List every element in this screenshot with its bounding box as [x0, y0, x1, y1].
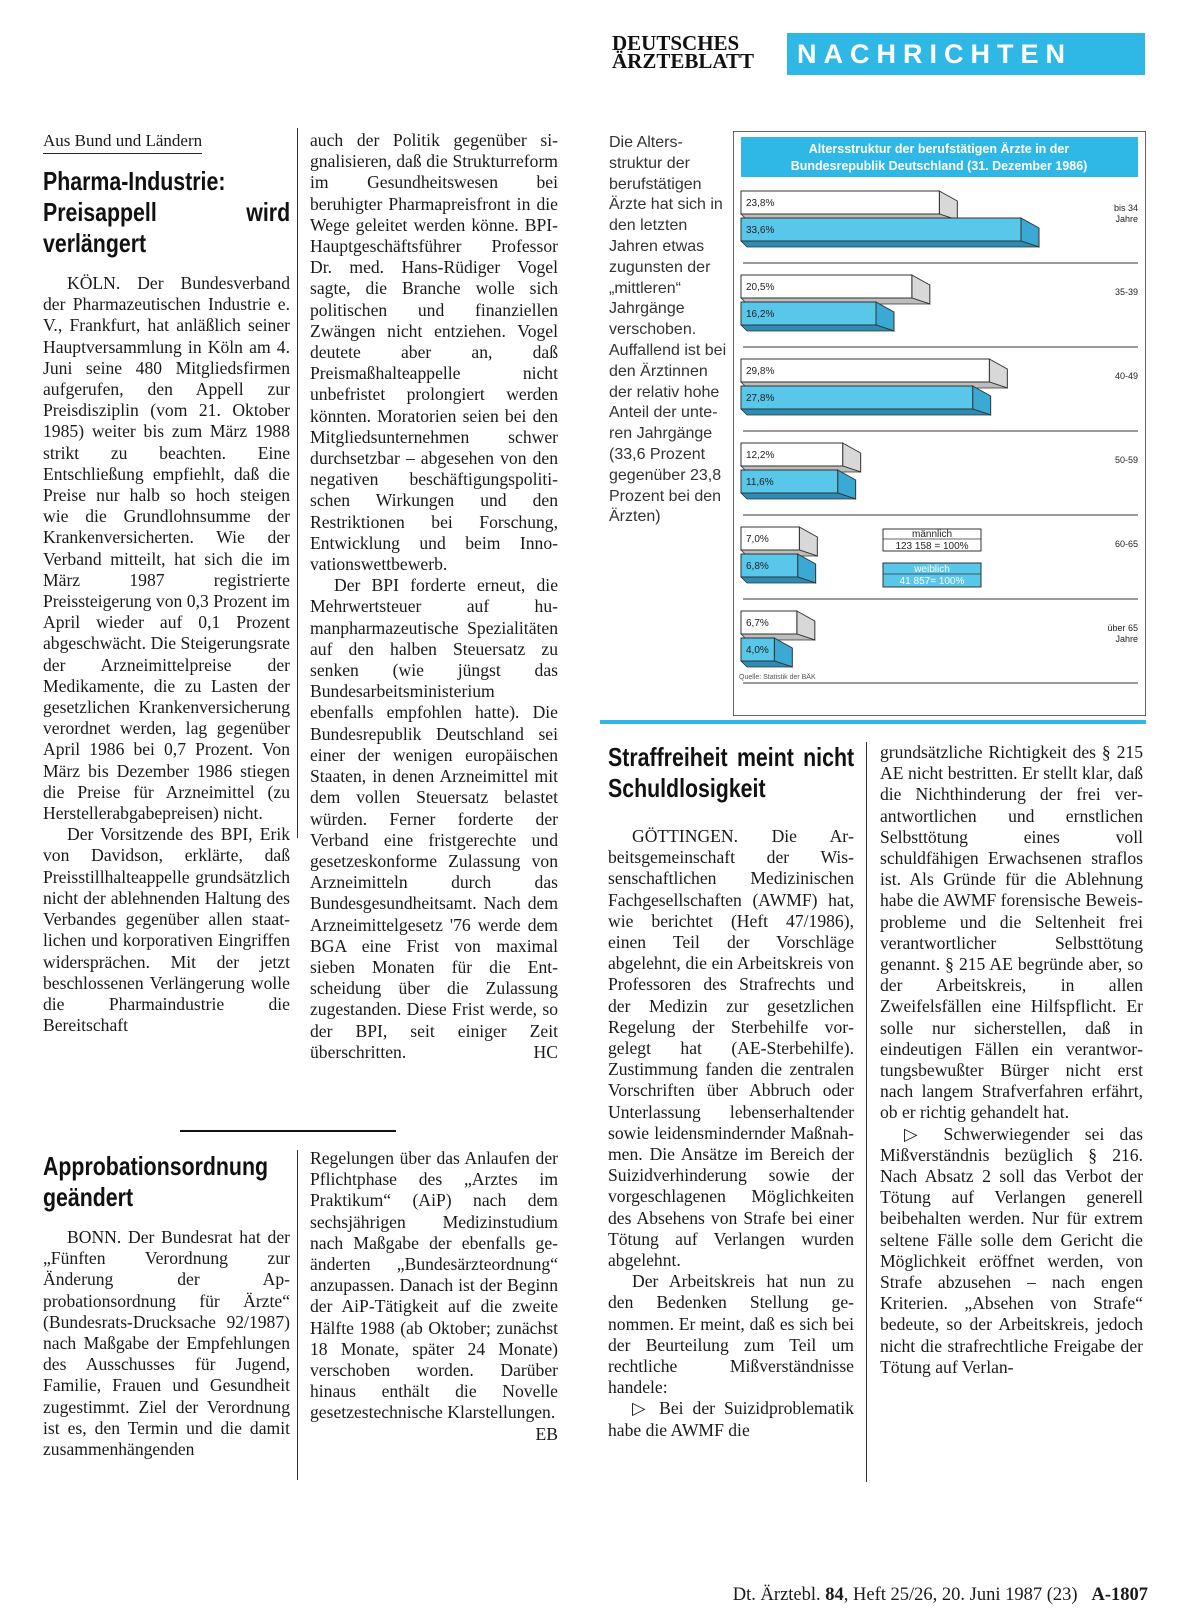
category-label: bis 34 [1113, 203, 1138, 213]
article1-column-2 [310, 130, 558, 1063]
article-separator [180, 1130, 396, 1132]
article3-column-1 [608, 742, 854, 1441]
chart-caption [609, 133, 727, 528]
category-label: über 65 [1107, 623, 1138, 633]
legend-male [883, 529, 981, 552]
bar-underside [741, 241, 1039, 247]
signature: HC [533, 1041, 558, 1062]
article2-paragraph: BONN. Der Bundesrat hat der „Fünften Verordnung zur Änderung der Approbationsordnung für Ärzte“ (Bundesrats-Drucksache 92/1987) nach Maßgabe der Empfehlungen des Ausschusses für Jugend, Familie, Frauen und Gesundheit zugestimmt. Ziel der Verordnung ist es, den Termin und die damit zusammenhängenden [43, 1227, 290, 1460]
age-structure-chart [733, 131, 1146, 716]
article1-paragraph [310, 575, 558, 1063]
bar-underside [741, 493, 856, 499]
article1-paragraph: auch der Politik gegenüber signalisieren, daß die Strukturreform im Gesundheitswesen bei beruhigter Pharmapreisfront in die Wege geleitet werden könne. BPI-Hauptgeschäftsführer Professor Dr. med. Hans-Rüdiger Vogel sagte, die Branche wolle sich politischen und finanziellen Zwängen nicht entziehen. Vogel deutete aber an, daß Preismaßhalteappelle nicht unbefristet prolongiert werden könnten. Moratorien seien bei den Mitgliedsunternehmen schwer durchsetzbar – abgesehen von den negativen beschäftigungspolitischen Wirkungen und den Restriktionen bei Forschung, Entwicklung und beim Innovationswettbewerb. [310, 130, 558, 575]
article1-column-1 [43, 130, 290, 1036]
chart-bottom-rule [600, 720, 1146, 724]
bar-value-label: 6,8% [746, 561, 769, 572]
footer-page: A-1807 [1091, 1585, 1148, 1605]
article1-last-text: Der BPI forderte erneut, die Mehrwertsteuer auf humanpharmazeutische Spezialitäten auf den halben Steuersatz zu senken (wie jüngst das Bundesarbeitsministerium ebenfalls empfohlen hatte). Die Bundesrepublik Deutschland sei einer der wenigen europäischen Staaten, in denen Arzneimittel mit dem vollen Steuersatz belastet würden. Ferner forderte der Verband eine fristgerechte und gesetzeskonforme Zulassung von Arzneimitteln durch das Bundesgesundheitsamt. Nach dem Arzneimittelgesetz '76 werde dem BGA eine Frist von maximal sieben Monaten für die Entscheidung über die Zulassung zugestanden. Diese Frist werde, so der BPI, seit einiger Zeit überschritten. [310, 575, 558, 1062]
bar-underside [741, 325, 894, 331]
bar-value-label: 11,6% [746, 477, 774, 488]
footer-journal: Dt. Ärztebl. [732, 1585, 821, 1605]
article2-paragraph [310, 1148, 558, 1444]
category-label: 50-59 [1114, 455, 1138, 465]
bar-value-label: 27,8% [746, 393, 775, 404]
bar-value-label: 23,8% [746, 198, 775, 209]
bar-value-label: 4,0% [746, 645, 769, 656]
legend-female-total: 41 857= 100% [899, 576, 965, 587]
article3-column-2 [880, 742, 1143, 1378]
category-label-unit: Jahre [1115, 214, 1138, 224]
masthead-brand [612, 31, 762, 73]
bar-value-label: 29,8% [746, 366, 775, 377]
chart-title-line-2: Bundesrepublik Deutschland (31. Dezember 1986) [790, 159, 1088, 173]
article3-paragraph: ▷ Schwerwiegender sei das Mißverständnis bezüglich § 216. Nach Absatz 2 soll das Verbot der Tötung auf Verlangen generell beibehalten werden. Nur für extrem seltene Fälle solle dem Gericht die Möglichkeit eröffnet werden, von Strafe abzusehen – nach engen Kriterien. „Absehen von Strafe“ bedeute, so der Arbeitskreis, jedoch nicht die strafrechtliche Freigabe der Tötung auf Verlan- [880, 1123, 1143, 1377]
brand-line-2: ÄRZTEBLATT [612, 49, 754, 73]
footer-issue: , Heft 25/26, 20. Juni 1987 (23) [843, 1585, 1078, 1605]
chart-source: Quelle: Statistik der BÄK [739, 674, 816, 681]
bar-value-label: 7,0% [746, 534, 769, 545]
legend-male-label: männlich [911, 529, 953, 540]
bar-male-2 [741, 359, 989, 382]
bar-underside [741, 409, 991, 415]
bar-value-label: 6,7% [746, 618, 769, 629]
page-footer [608, 1585, 1148, 1606]
bar-female-0 [741, 218, 1021, 241]
signature: EB [535, 1423, 558, 1444]
category-label: 35-39 [1114, 287, 1138, 297]
article2-headline: Approbationsordnung geändert [43, 1151, 269, 1212]
category-label-unit: Jahre [1115, 634, 1138, 644]
bar-value-label: 20,5% [746, 282, 775, 293]
bar-female-2 [741, 386, 973, 409]
section-banner: NACHRICHTEN [787, 33, 1145, 75]
article3-headline: Straffreiheit meint nicht Schuldlosigkeit [608, 742, 855, 803]
legend-female [883, 563, 981, 587]
category-label: 60-65 [1114, 539, 1138, 549]
brand-line-1: DEUTSCHES [612, 31, 740, 55]
bar-value-label: 33,6% [746, 225, 775, 236]
article1-paragraph: KÖLN. Der Bundesverband der Pharmazeutischen Industrie e. V., Frankfurt, hat anläßlich seiner Hauptversammlung in Köln am 4. Juni seine 480 Mitgliedsfirmen aufgerufen, den Appell zur Preisdisziplin (vom 21. Oktober 1985) weiter bis zum März 1988 strikt zu beachten. Eine Entschließung empfiehlt, daß die Preise nur halb so hoch steigen wie die Grundlohnsumme der Krankenversicherten. Wie der Verband mitteilt, hat sich die im März 1987 registrierte Preissteigerung von 0,3 Prozent im April wieder auf 0,1 Prozent abgeschwächt. Die Steigerungsrate der Arzneimittelpreise der Medikamente, die zu Lasten der gesetzlichen Krankenversicherung verordnet werden, lag gegenüber April 1986 bei 0,7 Prozent. Von März bis Dezember 1986 stiegen die Preise für Arzneimittel (zu Herstellerabgabepreisen) nicht. [43, 273, 290, 824]
chart-caption-text: Die Altersstruktur der berufstätigen Ärzte hat sich in den letzten Jahren etwas zugunsten der „mittleren“ Jahrgänge verschoben. Auffallend ist bei den Ärztinnen der relativ hohe Anteil der unteren Jahrgänge (33,6 Prozent gegenüber 23,8 Prozent bei den Ärzten) [609, 134, 727, 526]
article3-paragraph: grundsätzliche Richtigkeit des § 215 AE nicht bestritten. Er stellt klar, daß die Nichthinderung der frei verantwortlichen und ernstlichen Selbsttötung eines voll schuldfähigen Erwachsenen straflos ist. Als Gründe für die Ablehnung habe die AWMF forensische Beweisprobleme und die Seltenheit frei verantwortlicher Selbsttötung genannt. § 215 AE begründe aber, so der Arbeitskreis, in allen Zweifelsfällen eine Hilfspflicht. Er solle nur sicherstellen, daß in eindeutigen Fällen ein verantwortungsbewußter Bürger nicht erst nach langem Strafverfahren erfährt, ob er richtig gehandelt hat. [880, 742, 1143, 1123]
chart-title-line-1: Altersstruktur der berufstätigen Ärzte in der [808, 142, 1070, 156]
bar-value-label: 12,2% [746, 450, 775, 461]
article1-paragraph: Der Vorsitzende des BPI, Erik von Davidson, erklärte, daß Preisstillhalteappelle grundsätzlich nicht der ablehnenden Haltung des Verbandes gegenüber allen staatlichen und korporativen Eingriffen widersprächen. Mit der jetzt beschlossenen Verlängerung wolle die Pharmaindustrie die Bereitschaft [43, 824, 290, 1036]
article2-column-1 [43, 1151, 290, 1460]
kicker: Aus Bund und Ländern [43, 131, 202, 154]
article3-paragraph: ▷ Bei der Suizidproblematik habe die AWMF die [608, 1398, 854, 1440]
article2-text: Regelungen über das Anlaufen der Pflichtphase des „Arztes im Praktikum“ (AiP) nach dem sechsjährigen Medizinstudium nach Maßgabe der ebenfalls geänderten „Bundesärzteordnung“ anzupassen. Danach ist der Beginn der AiP-Tätigkeit auf die zweite Hälfte 1988 (ab Oktober; zunächst 18 Monate, später 24 Monate) verschoben worden. Darüber hinaus enthält die Novelle gesetzestechnische Klarstellungen. [310, 1148, 558, 1423]
bar-value-label: 16,2% [746, 309, 775, 320]
footer-volume: 84 [825, 1585, 844, 1605]
article1-headline: Pharma-Industrie: Preisappell wird verlängert [43, 166, 291, 258]
category-label: 40-49 [1114, 371, 1138, 381]
article3-paragraph: GÖTTINGEN. Die Arbeitsgemeinschaft der Wissenschaftlichen Medizinischen Fachgesellschaften (AWMF) hat, wie berichtet (Heft 47/1986), einen Teil der Vorschläge abgelehnt, die ein Arbeitskreis von Professoren des Strafrechts und der Medizin zur gesetzlichen Regelung der Sterbehilfe vorgelegt hat (AE-Sterbehilfe). Zustimmung fanden die zentralen Vorschriften über Abbruch oder Unterlassung lebenserhaltender sowie leidensmindernder Maßnahmen. Die Ansätze im Bereich der Suizidverhinderung sowie der vorgeschlagenen Möglichkeiten des Absehens von Strafe bei einer Tötung auf Verlangen wurden abgelehnt. [608, 826, 854, 1271]
legend-female-label: weiblich [914, 564, 950, 575]
column-divider [297, 128, 298, 838]
column-divider [866, 742, 867, 1482]
article2-column-2 [310, 1148, 558, 1445]
article3-paragraph: Der Arbeitskreis hat nun zu den Bedenken Stellung genommen. Er meint, daß es sich bei der Beurteilung zum Teil um rechtliche Mißverständnisse handele: [608, 1271, 854, 1398]
legend-male-total: 123 158 = 100% [895, 541, 969, 552]
column-divider [297, 1150, 298, 1480]
